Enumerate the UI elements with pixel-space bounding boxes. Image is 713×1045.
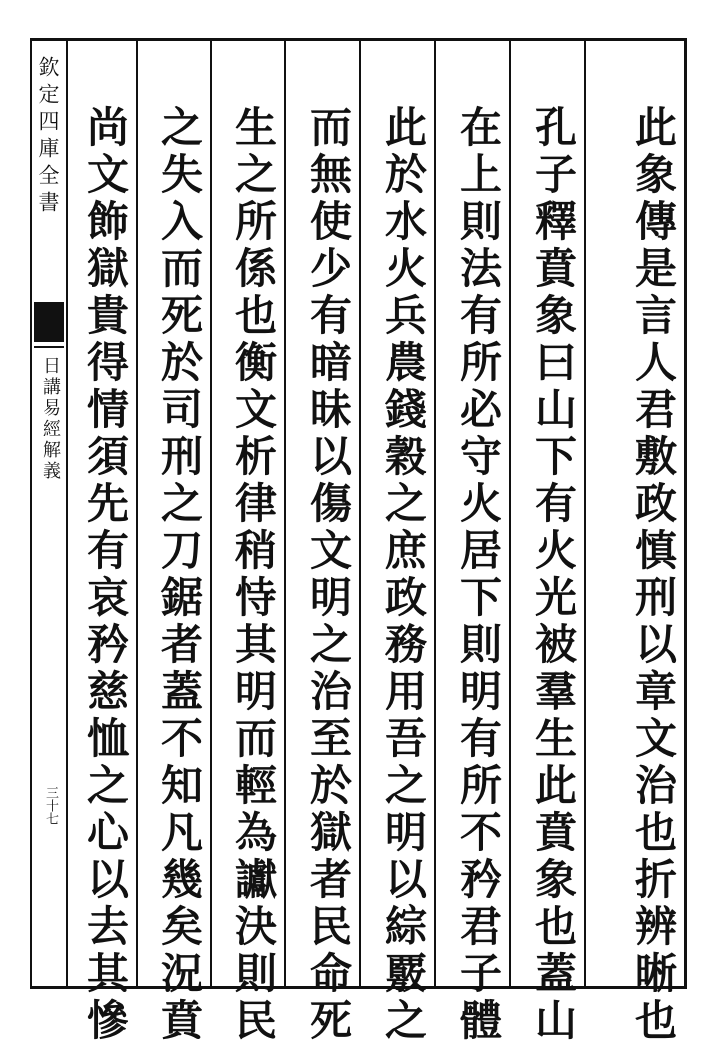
text-column-7 xyxy=(138,41,210,1045)
column-text: 此於水火兵農錢穀之庶政務用吾之明以綜覈之 xyxy=(379,105,428,1045)
page-number: 三十七 xyxy=(43,786,58,825)
column-text: 在上則法有所必守火居下則明有所不矜君子體 xyxy=(454,105,503,1045)
column-text: 之失入而死於司刑之刀鋸者蓋不知凡幾矣況賁 xyxy=(155,105,204,1045)
text-column-2 xyxy=(511,41,584,1045)
text-column-5 xyxy=(286,41,359,1045)
text-column-4 xyxy=(361,41,434,1045)
column-text: 此象傳是言人君敷政慎刑以章文治也折辨晰也 xyxy=(629,105,678,1045)
text-column-1 xyxy=(586,41,684,1045)
text-column-8 xyxy=(68,41,136,1045)
text-column-3 xyxy=(436,41,509,1045)
column-text: 生之所係也衡文析律稍恃其明而輕為讞決則民 xyxy=(229,105,278,1045)
column-text: 尚文飾獄貴得情須先有哀矜慈恤之心以去其慘 xyxy=(81,105,130,1045)
fishtail-mark xyxy=(34,302,64,342)
column-text: 孔子釋賁象曰山下有火光被羣生此賁象也蓋山 xyxy=(529,105,578,1045)
fishtail-rule xyxy=(34,346,64,348)
column-text: 而無使少有暗昧以傷文明之治至於獄者民命死 xyxy=(304,105,353,1045)
text-column-6 xyxy=(212,41,284,1045)
frame-right-border xyxy=(684,38,687,989)
book-title: 欽定四庫全書 xyxy=(36,56,60,218)
book-subtitle: 日講易經解義 xyxy=(40,356,61,482)
